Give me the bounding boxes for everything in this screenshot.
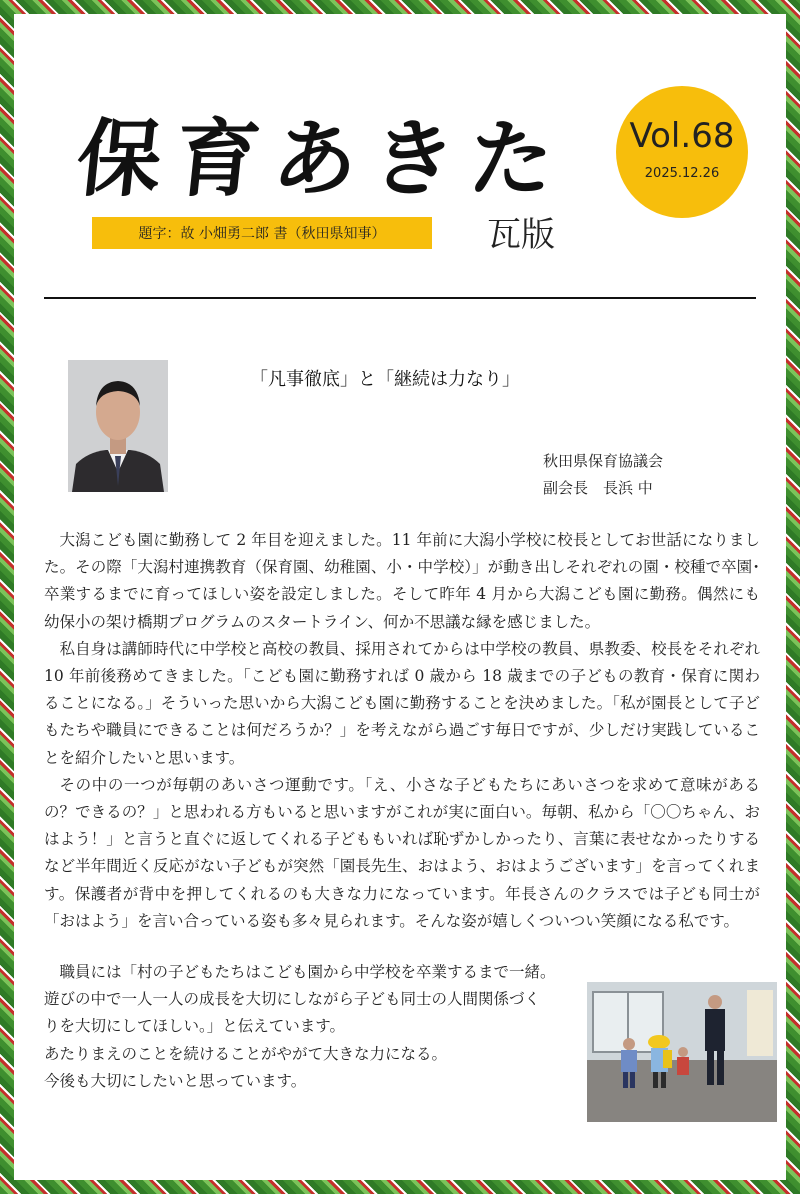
- closing-line: りを大切にしてほしい。」と伝えています。: [44, 1017, 346, 1036]
- header-divider: [44, 297, 756, 299]
- author-name: 副会長 長浜 中: [543, 479, 653, 497]
- closing-line: 遊びの中で一人一人の成長を大切にしながら子ども同士の人間関係づく: [44, 990, 541, 1009]
- body-paragraph: その中の一つが毎朝のあいさつ運動です。「え、小さな子どもたちにあいさつを求めて意味があるの？できるの？」と思われる方もいると思いますがこれが実に面白い。毎朝、私から「〇〇ちゃん、おはよう！」と言うと直ぐに返してくれる子どももいれば恥ずかしかったり、言葉に表せなかったりするなど半年間近く反応がない子どもが突然「園長先生、おはよう、おはようございます」を言ってくれます。保護者が背中を押してくれるのも大きな力になっています。年長さんのクラスでは子ども同士が「おはよう」を言い合っている姿も多々見られます。そんな姿が嬉しくついつい笑顔になる私です。: [44, 775, 760, 930]
- title-credit-bar: [92, 217, 432, 249]
- body-paragraph: 大潟こども園に勤務して 2 年目を迎えました。11 年前に大潟小学校に校長としてお世話になりました。その際「大潟村連携教育（保育園、幼稚園、小・中学校）」が動き出しそれぞれの園・校種で卒園･卒業するまでに育ってほしい姿を設定しました。そして昨年 4 月から大潟こども園に勤務。偶然にも幼保小の架け橋期プログラムのスタートライン、何か不思議な縁を感じました。: [44, 531, 760, 631]
- author-portrait: [68, 360, 168, 492]
- greeting-photo-illustration: [587, 982, 777, 1122]
- closing-line: 職員には「村の子どもたちはこども園から中学校を卒業するまで一緒。: [59, 963, 556, 981]
- article-body: [44, 527, 760, 935]
- closing-paragraph: [44, 959, 584, 1095]
- article-title: 「凡事徹底」と「継続は力なり」: [250, 369, 520, 390]
- body-paragraph: 私自身は講師時代に中学校と高校の教員、採用されてからは中学校の教員、県教委、校長をそれぞれ 10 年前後務めてきました。「こども園に勤務すれば 0 歳から 18 歳までの子どもの教育・保育に関わることになる。」そういった思いから大潟こども園に勤務することを決めました。「私が園長として子どもたちや職員にできることは何だろうか？」を考えながら過ごす毎日ですが、少しだけ実践していることを紹介したいと思います。: [44, 639, 760, 767]
- issue-date: 2025.12.26: [644, 166, 720, 181]
- newsletter-title: 保育あきた: [72, 109, 573, 208]
- volume-number: Vol.68: [629, 116, 735, 156]
- closing-line: 今後も大切にしたいと思っています。: [44, 1071, 307, 1090]
- portrait-illustration: [68, 360, 168, 492]
- title-credit-text: 題字：故 小畑勇二郎 書（秋田県知事）: [138, 226, 386, 242]
- author-block: [543, 448, 663, 502]
- closing-line: あたりまえのことを続けることがやがて大きな力になる。: [44, 1044, 448, 1063]
- author-organization: 秋田県保育協議会: [543, 452, 664, 470]
- volume-badge: [616, 86, 748, 218]
- edition-label: 瓦版: [487, 215, 555, 255]
- greeting-photo: [587, 982, 777, 1122]
